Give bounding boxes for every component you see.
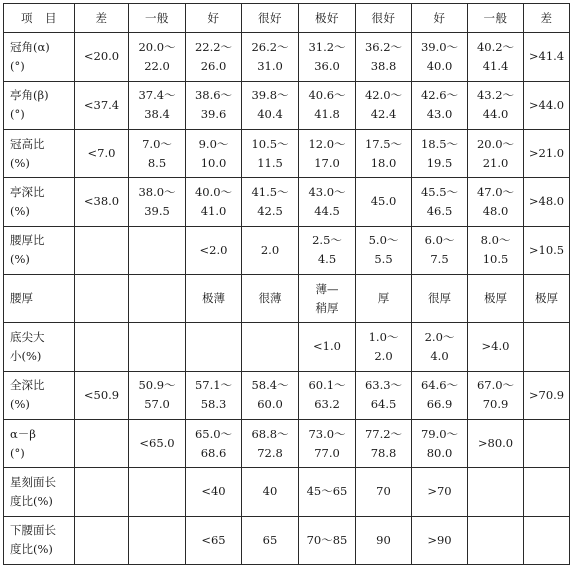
table-cell: 40.6～ 41.8 [299, 81, 356, 129]
table-cell [524, 516, 570, 564]
table-cell: 43.0～ 44.5 [299, 178, 356, 226]
table-cell: 1.0～ 2.0 [356, 323, 412, 371]
table-cell: >48.0 [524, 178, 570, 226]
row-label: 底尖大 小(%) [4, 323, 75, 371]
table-cell: 73.0～ 77.0 [299, 419, 356, 467]
table-cell [524, 468, 570, 516]
table-cell: 65.0～ 68.6 [186, 419, 242, 467]
table-row [4, 419, 570, 467]
table-cell: >70.9 [524, 371, 570, 419]
table-cell: 2.0 [242, 226, 299, 274]
table-cell: 很厚 [412, 274, 468, 322]
table-cell: 39.8～ 40.4 [242, 81, 299, 129]
table-row [4, 178, 570, 226]
table-cell: 很薄 [242, 274, 299, 322]
table-row [4, 226, 570, 274]
header-row [4, 4, 570, 33]
table-cell: 50.9～ 57.0 [129, 371, 186, 419]
table-cell: 40.2～ 41.4 [468, 33, 524, 81]
row-label: 冠高比 (%) [4, 129, 75, 177]
table-cell: 79.0～ 80.0 [412, 419, 468, 467]
table-cell: 极厚 [468, 274, 524, 322]
table-cell [524, 419, 570, 467]
table-cell: <65 [186, 516, 242, 564]
table-cell [75, 323, 129, 371]
row-label: 下腰面长 度比(%) [4, 516, 75, 564]
table-cell: 12.0～ 17.0 [299, 129, 356, 177]
table-cell: 67.0～ 70.9 [468, 371, 524, 419]
table-cell: <40 [186, 468, 242, 516]
table-cell: 厚 [356, 274, 412, 322]
table-cell [468, 468, 524, 516]
table-row [4, 516, 570, 564]
table-cell: 68.8～ 72.8 [242, 419, 299, 467]
table-cell: <65.0 [129, 419, 186, 467]
table-cell: 63.3～ 64.5 [356, 371, 412, 419]
table-cell: 6.0～ 7.5 [412, 226, 468, 274]
table-row [4, 274, 570, 322]
table-cell: 40.0～ 41.0 [186, 178, 242, 226]
table-cell: 18.5～ 19.5 [412, 129, 468, 177]
table-cell: 薄— 稍厚 [299, 274, 356, 322]
table-cell: 10.5～ 11.5 [242, 129, 299, 177]
row-label: 亭深比 (%) [4, 178, 75, 226]
table-cell: 70～85 [299, 516, 356, 564]
diamond-cut-grade-table [3, 3, 570, 565]
table-cell: 20.0～ 21.0 [468, 129, 524, 177]
table-cell: 22.2～ 26.0 [186, 33, 242, 81]
table-cell [524, 323, 570, 371]
table-cell: 8.0～ 10.5 [468, 226, 524, 274]
header-grade-1: 差 [75, 4, 129, 33]
row-label: 冠角(α) (°) [4, 33, 75, 81]
table-row [4, 81, 570, 129]
row-label: 星刻面长 度比(%) [4, 468, 75, 516]
table-cell: 77.2～ 78.8 [356, 419, 412, 467]
header-grade-4: 很好 [242, 4, 299, 33]
row-label: 全深比 (%) [4, 371, 75, 419]
table-cell: 70 [356, 468, 412, 516]
header-grade-6: 很好 [356, 4, 412, 33]
table-cell: 5.0～ 5.5 [356, 226, 412, 274]
table-row [4, 33, 570, 81]
table-cell: 2.5～ 4.5 [299, 226, 356, 274]
table-cell: 42.0～ 42.4 [356, 81, 412, 129]
table-cell: <7.0 [75, 129, 129, 177]
table-cell [129, 226, 186, 274]
table-cell [75, 468, 129, 516]
table-row [4, 323, 570, 371]
table-cell [129, 323, 186, 371]
table-cell [75, 419, 129, 467]
table-cell [75, 274, 129, 322]
table-cell: 41.5～ 42.5 [242, 178, 299, 226]
header-grade-3: 好 [186, 4, 242, 33]
table-cell: 38.6～ 39.6 [186, 81, 242, 129]
table-cell: 45.5～ 46.5 [412, 178, 468, 226]
table-cell: <50.9 [75, 371, 129, 419]
table-cell: 9.0～ 10.0 [186, 129, 242, 177]
table-cell: 45.0 [356, 178, 412, 226]
table-cell: 58.4～ 60.0 [242, 371, 299, 419]
table-cell: >10.5 [524, 226, 570, 274]
table-cell: 极薄 [186, 274, 242, 322]
table-cell: >4.0 [468, 323, 524, 371]
table-cell: <37.4 [75, 81, 129, 129]
table-cell: 39.0～ 40.0 [412, 33, 468, 81]
table-cell: 57.1～ 58.3 [186, 371, 242, 419]
table-cell: 45～65 [299, 468, 356, 516]
table-cell [129, 468, 186, 516]
row-label: 亭角(β) (°) [4, 81, 75, 129]
table-cell: 40 [242, 468, 299, 516]
header-item-label: 项 目 [4, 4, 75, 33]
header-grade-7: 好 [412, 4, 468, 33]
table-cell: 38.0～ 39.5 [129, 178, 186, 226]
table-cell: 17.5～ 18.0 [356, 129, 412, 177]
table-cell: >41.4 [524, 33, 570, 81]
table-cell: >44.0 [524, 81, 570, 129]
table-row [4, 468, 570, 516]
table-cell: >70 [412, 468, 468, 516]
table-cell: 36.2～ 38.8 [356, 33, 412, 81]
row-label: α－β (°) [4, 419, 75, 467]
table-cell: 42.6～ 43.0 [412, 81, 468, 129]
table-cell: 7.0～ 8.5 [129, 129, 186, 177]
table-cell: <1.0 [299, 323, 356, 371]
table-cell [129, 274, 186, 322]
table-cell: 26.2～ 31.0 [242, 33, 299, 81]
table-cell [186, 323, 242, 371]
table-cell: <20.0 [75, 33, 129, 81]
table-row [4, 129, 570, 177]
table-cell: 37.4～ 38.4 [129, 81, 186, 129]
table-cell: 65 [242, 516, 299, 564]
table-cell [75, 516, 129, 564]
table-cell [468, 516, 524, 564]
table-cell: <2.0 [186, 226, 242, 274]
table-cell: 2.0～ 4.0 [412, 323, 468, 371]
table-cell: >80.0 [468, 419, 524, 467]
table-cell: 47.0～ 48.0 [468, 178, 524, 226]
table-cell [75, 226, 129, 274]
table-row [4, 371, 570, 419]
table-cell: 极厚 [524, 274, 570, 322]
table-cell: 43.2～ 44.0 [468, 81, 524, 129]
table-cell [242, 323, 299, 371]
table-cell: 20.0～ 22.0 [129, 33, 186, 81]
table-cell [129, 516, 186, 564]
table-cell: 60.1～ 63.2 [299, 371, 356, 419]
header-grade-8: 一般 [468, 4, 524, 33]
table-cell: 90 [356, 516, 412, 564]
row-label: 腰厚 [4, 274, 75, 322]
table-cell: >21.0 [524, 129, 570, 177]
header-grade-9: 差 [524, 4, 570, 33]
row-label: 腰厚比 (%) [4, 226, 75, 274]
table-cell: <38.0 [75, 178, 129, 226]
table-cell: 31.2～ 36.0 [299, 33, 356, 81]
table-cell: 64.6～ 66.9 [412, 371, 468, 419]
table-cell: >90 [412, 516, 468, 564]
header-grade-2: 一般 [129, 4, 186, 33]
header-grade-5: 极好 [299, 4, 356, 33]
